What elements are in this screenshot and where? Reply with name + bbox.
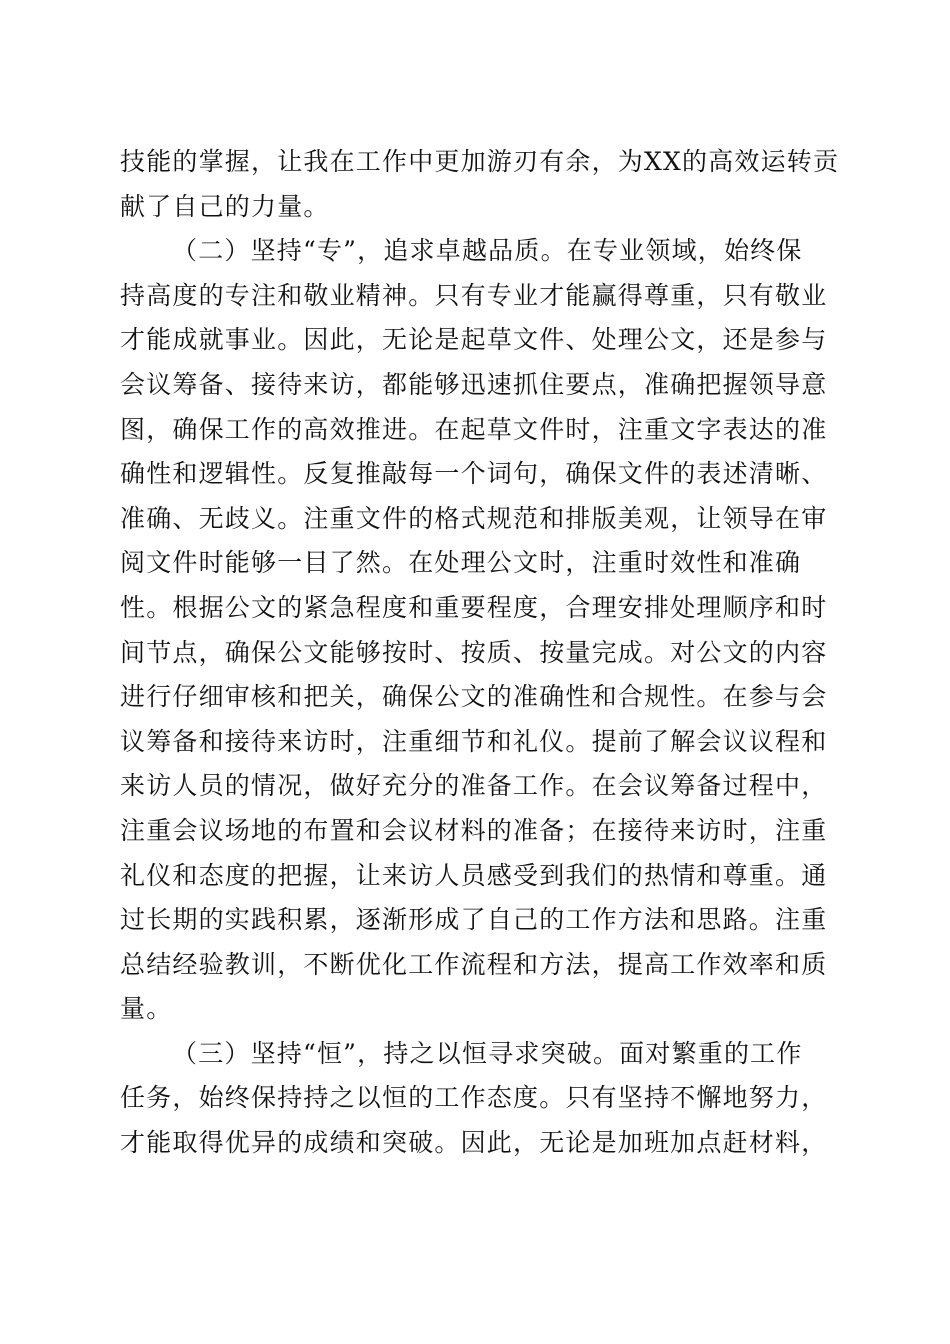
text-line: 阅文件时能够一目了然。在处理公文时，注重时效性和准确	[120, 548, 802, 578]
text-line: 间节点，确保公文能够按时、按质、按量完成。对公文的内容	[120, 637, 828, 667]
text-line: 任务，始终保持持之以恒的工作态度。只有坚持不懈地努力，	[120, 1083, 828, 1113]
text-line: 技能的掌握，让我在工作中更加游刃有余，为XX的高效运转贡	[120, 147, 840, 176]
text-line: 才能取得优异的成绩和突破。因此，无论是加班加点赶材料，	[120, 1128, 828, 1158]
text-line: 进行仔细审核和把关，确保公文的准确性和合规性。在参与会	[120, 682, 828, 712]
text-line: 图，确保工作的高效推进。在起草文件时，注重文字表达的准	[120, 414, 828, 444]
section-heading-line: （二）坚持“专”，追求卓越品质。在专业领域，始终保	[172, 236, 803, 266]
body-text	[120, 140, 840, 1166]
text-line: 会议筹备、接待来访，都能够迅速抓住要点，准确把握领导意	[120, 369, 828, 399]
text-line: 总结经验教训，不断优化工作流程和方法，提高工作效率和质	[120, 949, 828, 979]
text-line: 准确、无歧义。注重文件的格式规范和排版美观，让领导在审	[120, 503, 828, 533]
text-line: 确性和逻辑性。反复推敲每一个词句，确保文件的表述清晰、	[120, 459, 828, 489]
text-line: 性。根据公文的紧急程度和重要程度，合理安排处理顺序和时	[120, 592, 828, 622]
section-heading-line: （三）坚持“恒”，持之以恒寻求突破。面对繁重的工作	[172, 1038, 803, 1068]
text-line: 来访人员的情况，做好充分的准备工作。在会议筹备过程中，	[120, 771, 828, 801]
text-line: 礼仪和态度的把握，让来访人员感受到我们的热情和尊重。通	[120, 860, 828, 890]
text-line: 献了自己的力量。	[120, 191, 330, 221]
text-line: 持高度的专注和敬业精神。只有专业才能赢得尊重，只有敬业	[120, 280, 828, 310]
text-line: 量。	[120, 994, 173, 1024]
text-line: 才能成就事业。因此，无论是起草文件、处理公文，还是参与	[120, 325, 828, 355]
text-line: 注重会议场地的布置和会议材料的准备；在接待来访时，注重	[120, 815, 828, 845]
text-line: 议筹备和接待来访时，注重细节和礼仪。提前了解会议议程和	[120, 726, 828, 756]
text-line: 过长期的实践积累，逐渐形成了自己的工作方法和思路。注重	[120, 905, 828, 935]
